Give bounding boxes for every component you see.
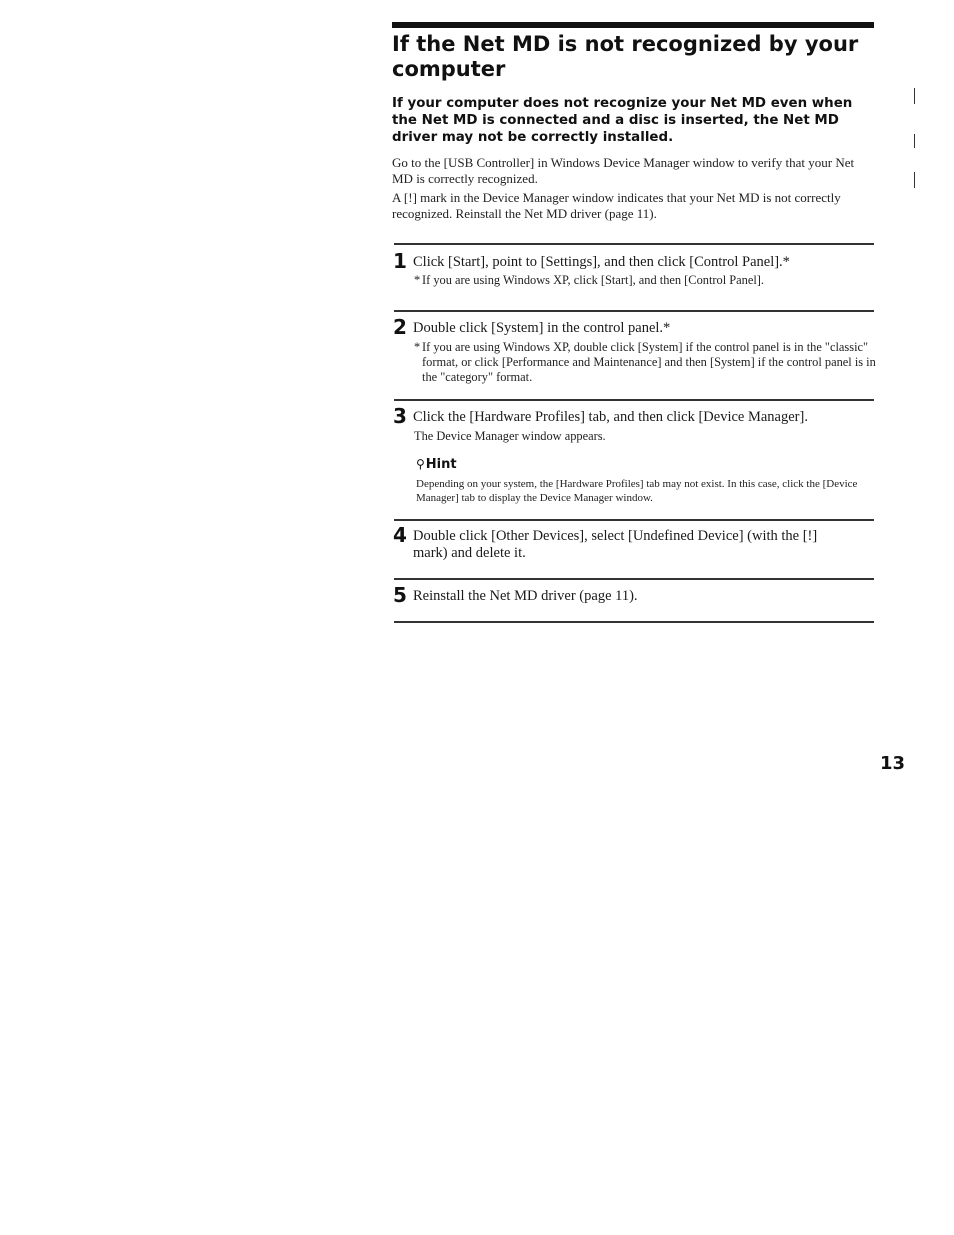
margin-mark: [914, 172, 915, 188]
section-title: If the Net MD is not recognized by your computer: [392, 32, 859, 81]
step-divider: [394, 519, 874, 521]
footnote-text: If you are using Windows XP, click [Start], and then [Control Panel].: [422, 273, 765, 287]
page-number: 13: [880, 753, 906, 774]
footnote-marker: *: [414, 340, 421, 354]
step-divider: [394, 310, 874, 312]
step-number: 4: [393, 523, 407, 547]
hint-label: Hint: [425, 457, 457, 472]
step-divider: [394, 399, 874, 401]
step-number: 1: [393, 249, 407, 273]
step-number: 5: [393, 583, 407, 607]
step-number: 3: [393, 404, 407, 428]
step-footnote: [414, 273, 876, 288]
footnote-text: If you are using Windows XP, double click [System] if the control panel is in the "classic" format, or click [Performance and Maintenance] and then [System] if the control panel is in the "category" format.: [422, 340, 876, 384]
footnote-marker: *: [414, 273, 421, 287]
step-instruction: Click [Start], point to [Settings], and then click [Control Panel].*: [413, 254, 790, 270]
step-number: 2: [393, 315, 407, 339]
step-result: The Device Manager window appears.: [414, 429, 606, 443]
lightbulb-icon: ⚲: [416, 457, 425, 471]
intro-paragraph-2: A [!] mark in the Device Manager window indicates that your Net MD is not correctly recognized. Reinstall the Net MD driver (page 11).: [392, 190, 841, 221]
header-rule: [392, 22, 874, 28]
section-lead: If your computer does not recognize your Net MD even when the Net MD is connected and a disc is inserted, the Net MD driver may not be correctly installed.: [392, 96, 853, 145]
section-end-rule: [394, 621, 874, 623]
hint-heading: [416, 456, 457, 473]
hint-text: Depending on your system, the [Hardware Profiles] tab may not exist. In this case, click the [Device Manager] tab to display the Device Manager window.: [416, 478, 858, 504]
step-divider: [394, 578, 874, 580]
step-instruction: Double click [Other Devices], select [Undefined Device] (with the [!] mark) and delete it.: [413, 528, 818, 561]
step-instruction: Reinstall the Net MD driver (page 11).: [413, 588, 638, 604]
margin-mark: [914, 88, 915, 104]
margin-mark: [914, 134, 915, 148]
step-footnote: [414, 340, 876, 385]
step-divider: [394, 243, 874, 245]
step-instruction: Double click [System] in the control panel.*: [413, 320, 671, 336]
intro-paragraph-1: Go to the [USB Controller] in Windows Device Manager window to verify that your Net MD is correctly recognized.: [392, 155, 855, 186]
step-instruction: Click the [Hardware Profiles] tab, and then click [Device Manager].: [413, 409, 808, 425]
